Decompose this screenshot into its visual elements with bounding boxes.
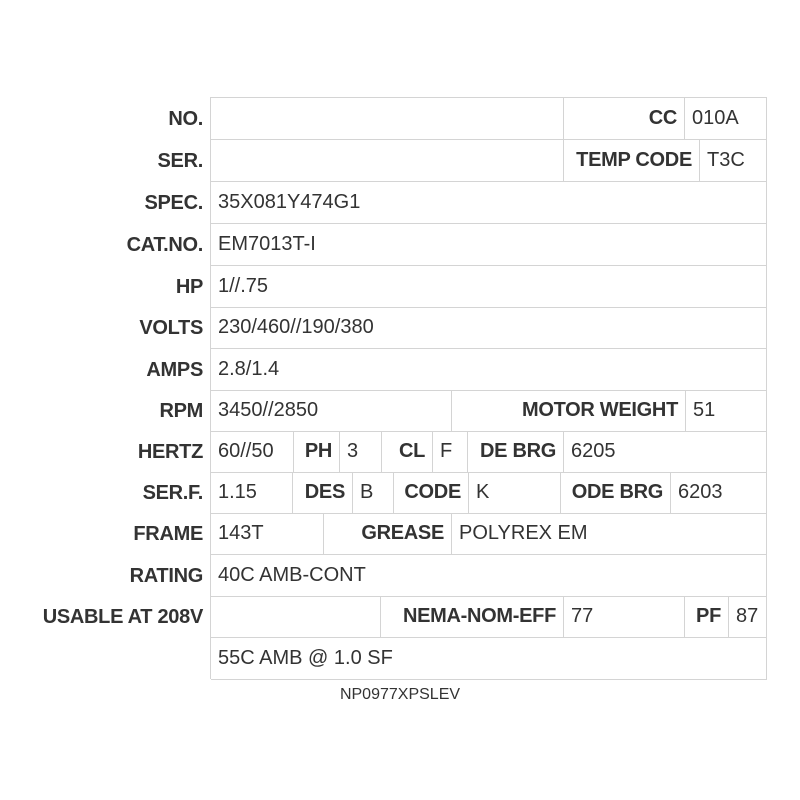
value-ser-f: 1.15: [211, 472, 293, 514]
value-spec: 35X081Y474G1: [211, 182, 767, 224]
label-code: CODE: [394, 472, 469, 514]
label-cat-no: CAT.NO.: [126, 234, 203, 256]
value-cc: 010A: [685, 98, 767, 140]
label-amps: AMPS: [146, 359, 203, 381]
value-de-brg: 6205: [564, 431, 767, 473]
value-amps: 2.8/1.4: [211, 349, 767, 391]
value-ode-brg: 6203: [671, 472, 767, 514]
label-ser-f: SER.F.: [142, 482, 203, 504]
label-des: DES: [293, 472, 353, 514]
label-volts: VOLTS: [139, 317, 203, 339]
label-ph: PH: [294, 431, 340, 473]
label-de-brg: DE BRG: [468, 431, 564, 473]
label-rpm: RPM: [159, 400, 203, 422]
nameplate-code: NP0977XPSLEV: [339, 686, 461, 703]
value-service-rating: 55C AMB @ 1.0 SF: [211, 638, 767, 680]
value-usable-at-208v: [211, 596, 381, 638]
label-no: NO.: [168, 108, 203, 130]
label-nema-nom-eff: NEMA-NOM-EFF: [381, 596, 564, 638]
label-cc: CC: [564, 98, 685, 140]
value-cat-no: EM7013T-I: [211, 224, 767, 266]
label-frame: FRAME: [133, 523, 203, 545]
value-rpm: 3450//2850: [211, 390, 452, 432]
label-ode-brg: ODE BRG: [561, 472, 671, 514]
value-code: K: [469, 472, 561, 514]
value-temp-code: T3C: [700, 140, 767, 182]
value-cl: F: [433, 431, 468, 473]
value-volts: 230/460//190/380: [211, 307, 767, 349]
value-hertz: 60//50: [211, 431, 294, 473]
value-des: B: [353, 472, 394, 514]
label-spec: SPEC.: [144, 192, 203, 214]
value-nema-nom-eff: 77: [564, 596, 685, 638]
value-pf: 87: [729, 596, 767, 638]
value-motor-weight: 51: [686, 390, 767, 432]
label-ser: SER.: [157, 150, 203, 172]
value-rating: 40C AMB-CONT: [211, 555, 767, 597]
label-usable-at-208v: USABLE AT 208V: [42, 606, 203, 628]
label-hertz: HERTZ: [137, 441, 203, 463]
label-grease: GREASE: [324, 513, 452, 555]
label-cl: CL: [382, 431, 433, 473]
value-no: [211, 98, 564, 140]
label-hp: HP: [175, 276, 203, 298]
value-hp: 1//.75: [211, 266, 767, 308]
value-grease: POLYREX EM: [452, 513, 767, 555]
label-temp-code: TEMP CODE: [564, 140, 700, 182]
label-rating: RATING: [129, 565, 203, 587]
value-frame: 143T: [211, 513, 324, 555]
value-ser: [211, 140, 564, 182]
label-motor-weight: MOTOR WEIGHT: [452, 390, 686, 432]
value-ph: 3: [340, 431, 382, 473]
label-pf: PF: [685, 596, 729, 638]
